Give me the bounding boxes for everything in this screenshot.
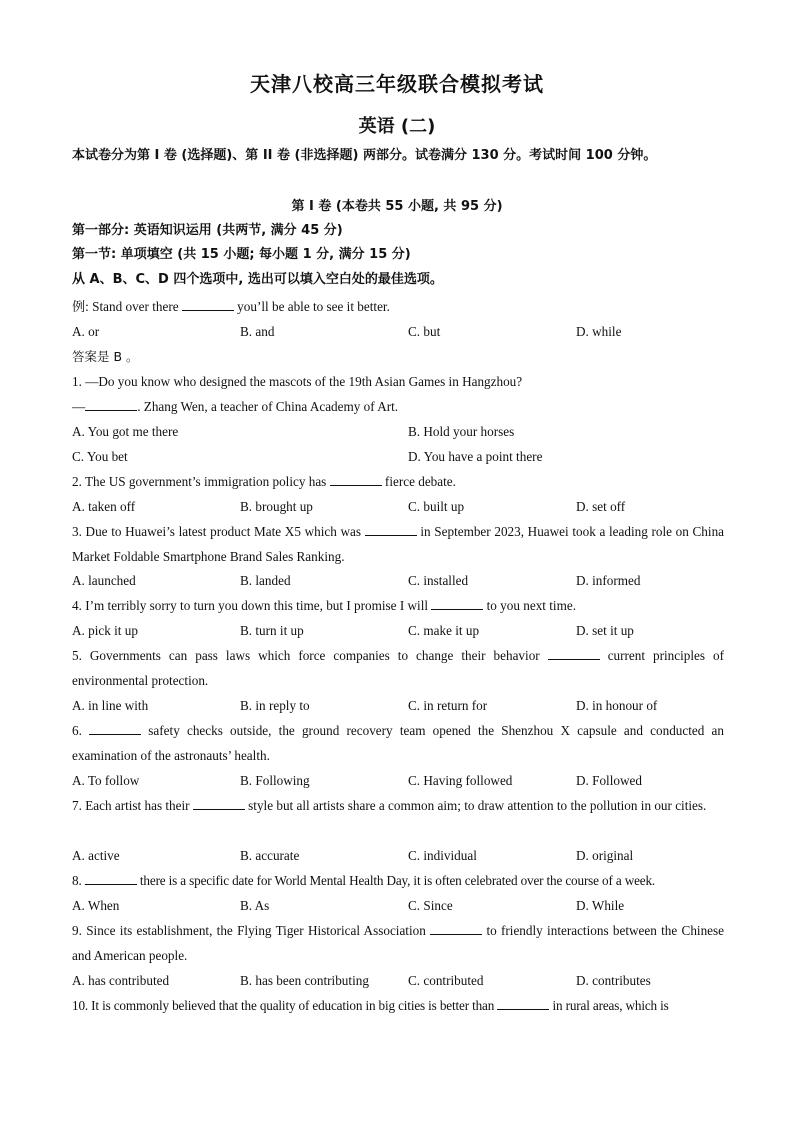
option-c: C. Having followed — [408, 773, 513, 788]
option-a: A. in line with — [72, 698, 149, 713]
stem-before: 5. Governments can pass laws which force companies to change their behavior — [72, 648, 540, 663]
option-d: D. Followed — [576, 773, 642, 788]
option-d: D. informed — [576, 573, 641, 588]
intro-text: 本试卷分为第 I 卷 (选择题)、第 II 卷 (非选择题) 两部分。试卷满分 130 分。考试时间 100 分钟。 — [72, 148, 657, 163]
answer-blank — [85, 870, 137, 885]
stem-before: 7. Each artist has their — [72, 798, 190, 813]
option-b: B. has been contributing — [240, 973, 369, 988]
q3-options — [72, 568, 724, 593]
stem-before: 2. The US government’s immigration policy has — [72, 474, 327, 489]
option-a: A. has contributed — [72, 973, 170, 988]
q1-options-row2 — [72, 444, 724, 469]
q2-options — [72, 494, 724, 519]
stem-before: 例: Stand over there — [72, 299, 179, 314]
q7-options — [72, 843, 724, 868]
q1-options-row1 — [72, 419, 724, 444]
answer-blank — [497, 995, 549, 1010]
example-options — [72, 319, 724, 344]
stem-after: safety checks outside, the ground recovery team opened the Shenzhou X capsule and conducted an examination of the astronauts’ health. — [72, 723, 725, 763]
instruction-text: 从 A、B、C、D 四个选项中, 选出可以填入空白处的最佳选项。 — [72, 272, 443, 287]
option-c: C. built up — [408, 499, 465, 514]
option-d: D. in honour of — [576, 698, 658, 713]
option-d: D. while — [576, 324, 622, 339]
option-b: B. As — [240, 898, 270, 913]
option-a: A. active — [72, 848, 120, 863]
option-d: D. contributes — [576, 973, 651, 988]
option-d: D. While — [576, 898, 625, 913]
stem-before: 4. I’m terribly sorry to turn you down this time, but I promise I will — [72, 598, 429, 613]
option-c: C. Since — [408, 898, 453, 913]
answer-blank — [431, 595, 483, 610]
q4-options — [72, 618, 724, 643]
answer-blank — [365, 521, 417, 536]
option-d: D. set it up — [576, 623, 634, 638]
stem-after: in rural areas, which is — [552, 998, 669, 1013]
q6-options — [72, 768, 724, 793]
option-a: A. launched — [72, 573, 136, 588]
q8-options — [72, 893, 724, 918]
answer-blank — [85, 396, 137, 411]
option-c: C. You bet — [72, 449, 128, 464]
stem-before: 9. Since its establishment, the Flying Tiger Historical Association — [72, 923, 426, 938]
q5-stem — [72, 643, 724, 693]
q10-stem — [72, 993, 724, 1018]
stem-after: style but all artists share a common aim; to draw attention to the pollution in our cities. — [248, 798, 707, 813]
stem-after: to friendly interactions between the Chinese and American people. — [72, 923, 725, 963]
example-answer: 答案是 B 。 — [72, 349, 139, 364]
option-c: C. but — [408, 324, 441, 339]
option-b: B. accurate — [240, 848, 300, 863]
answer-blank — [193, 795, 245, 810]
option-d: D. original — [576, 848, 634, 863]
stem-after: in September 2023, Huawei took a leading role on China Market Foldable Smartphone Brand Sales Ranking. — [72, 524, 725, 564]
option-c: C. in return for — [408, 698, 488, 713]
option-b: B. turn it up — [240, 623, 304, 638]
option-b: B. in reply to — [240, 698, 310, 713]
answer-blank — [89, 720, 141, 735]
q6-stem — [72, 718, 724, 768]
answer-blank — [430, 920, 482, 935]
option-c: C. installed — [408, 573, 469, 588]
option-d: D. You have a point there — [408, 449, 543, 464]
stem-after: . Zhang Wen, a teacher of China Academy of Art. — [137, 399, 399, 414]
stem-before: — — [72, 399, 86, 414]
volume-heading: 第 I 卷 (本卷共 55 小题, 共 95 分) — [291, 199, 503, 214]
option-a: A. You got me there — [72, 424, 179, 439]
answer-blank — [548, 645, 600, 660]
part-heading: 第一部分: 英语知识运用 (共两节, 满分 45 分) — [72, 223, 343, 238]
option-a: A. taken off — [72, 499, 136, 514]
stem-before: 6. — [72, 723, 82, 738]
answer-blank — [330, 471, 382, 486]
option-b: B. landed — [240, 573, 291, 588]
q8-stem — [72, 868, 724, 893]
option-a: A. or — [72, 324, 100, 339]
option-a: A. When — [72, 898, 120, 913]
option-d: D. set off — [576, 499, 626, 514]
option-b: B. Hold your horses — [408, 424, 515, 439]
option-b: B. brought up — [240, 499, 313, 514]
q2-stem — [72, 469, 724, 494]
example-stem — [72, 294, 724, 319]
answer-blank — [182, 296, 234, 311]
q4-stem — [72, 593, 724, 618]
q1-line2 — [72, 394, 724, 419]
option-b: B. Following — [240, 773, 310, 788]
option-b: B. and — [240, 324, 275, 339]
stem-before: 8. — [72, 873, 82, 888]
stem-after: to you next time. — [486, 598, 576, 613]
q7-stem — [72, 793, 724, 818]
stem-after: current principles of environmental protection. — [72, 648, 725, 688]
option-a: A. pick it up — [72, 623, 138, 638]
stem-before: 10. It is commonly believed that the quality of education in big cities is better than — [72, 998, 495, 1013]
option-c: C. individual — [408, 848, 477, 863]
q5-options — [72, 693, 724, 718]
stem-after: there is a specific date for World Mental Health Day, it is often celebrated over the course of a week. — [139, 873, 656, 888]
section-heading: 第一节: 单项填空 (共 15 小题; 每小题 1 分, 满分 15 分) — [72, 247, 411, 262]
stem-before: 3. Due to Huawei’s latest product Mate X5 which was — [72, 524, 362, 539]
q9-stem — [72, 918, 724, 968]
stem-after: fierce debate. — [384, 474, 456, 489]
stem-after: you’ll be able to see it better. — [237, 299, 390, 314]
option-c: C. contributed — [408, 973, 484, 988]
q9-options — [72, 968, 724, 993]
exam-subtitle: 英语 (二) — [358, 116, 436, 137]
option-c: C. make it up — [408, 623, 480, 638]
option-a: A. To follow — [72, 773, 140, 788]
q1-line1: 1. —Do you know who designed the mascots of the 19th Asian Games in Hangzhou? — [72, 374, 523, 389]
q3-stem — [72, 519, 724, 569]
exam-title: 天津八校高三年级联合模拟考试 — [250, 72, 544, 96]
